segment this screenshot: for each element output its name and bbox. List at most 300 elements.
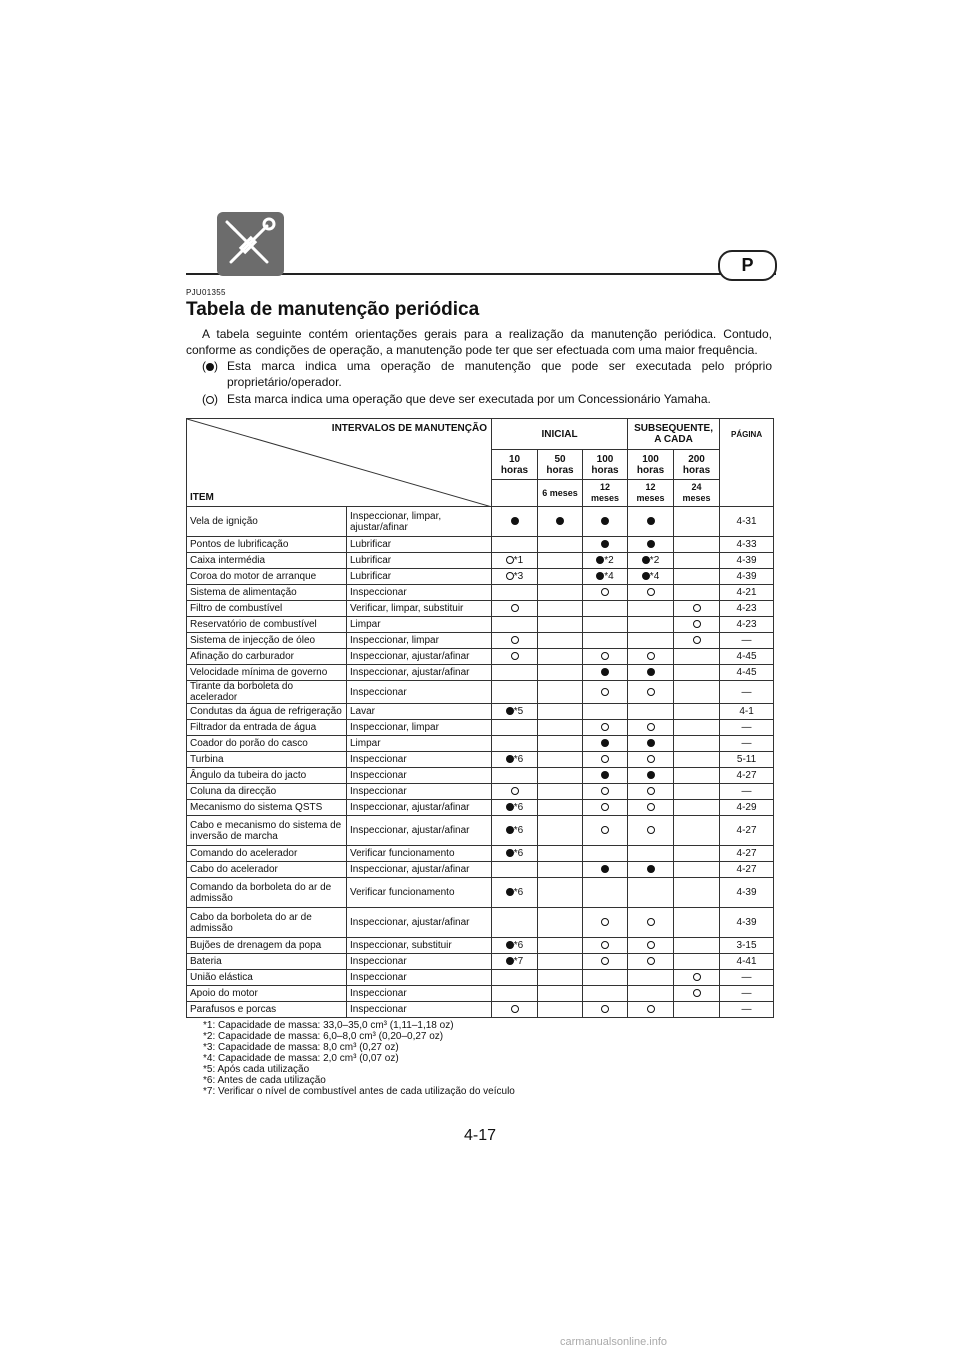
filled-dot-icon	[647, 517, 655, 525]
interval-cell	[583, 768, 628, 784]
open-circle-icon	[693, 989, 701, 997]
interval-cell	[492, 768, 538, 784]
interval-cell	[583, 986, 628, 1002]
item-cell: Reservatório de combustível	[187, 617, 347, 633]
filled-dot-icon	[506, 803, 514, 811]
item-cell: Comando da borboleta do ar de admissão	[187, 878, 347, 908]
h100b: 100 horas	[628, 450, 674, 480]
interval-cell	[538, 569, 583, 585]
interval-cell	[538, 816, 583, 846]
action-cell: Limpar	[347, 617, 492, 633]
interval-cell	[628, 1002, 674, 1018]
item-cell: Coador do porão do casco	[187, 736, 347, 752]
interval-cell	[674, 954, 720, 970]
filled-dot-icon	[556, 517, 564, 525]
interval-cell	[583, 938, 628, 954]
interval-cell	[538, 800, 583, 816]
interval-cell	[628, 986, 674, 1002]
interval-cell	[492, 681, 538, 704]
footnote-ref: *2	[604, 555, 614, 566]
footnote: *5: Após cada utilização	[203, 1064, 310, 1075]
h200: 200 horas	[674, 450, 720, 480]
interval-cell	[674, 846, 720, 862]
interval-cell	[583, 752, 628, 768]
interval-cell	[492, 649, 538, 665]
footnote: *6: Antes de cada utilização	[203, 1075, 326, 1086]
interval-cell	[628, 878, 674, 908]
page-cell: —	[720, 720, 774, 736]
action-cell: Inspeccionar	[347, 784, 492, 800]
interval-cell	[674, 601, 720, 617]
interval-cell	[538, 704, 583, 720]
page-cell: —	[720, 633, 774, 649]
filled-dot-icon	[506, 888, 514, 896]
open-circle-icon	[693, 973, 701, 981]
interval-cell	[538, 784, 583, 800]
watermark: carmanualsonline.info	[560, 1336, 668, 1348]
interval-cell	[492, 938, 538, 954]
page-cell: 4-27	[720, 862, 774, 878]
open-circle-icon	[601, 688, 609, 696]
legend-filled-text: Esta marca indica uma operação de manutenção que pode ser executada pelo próprio proprietário/operador.	[227, 359, 772, 389]
action-cell: Inspeccionar	[347, 585, 492, 601]
interval-cell	[492, 1002, 538, 1018]
action-cell: Inspeccionar, ajustar/afinar	[347, 649, 492, 665]
interval-cell	[674, 507, 720, 537]
interval-cell	[583, 537, 628, 553]
action-cell: Inspeccionar	[347, 1002, 492, 1018]
open-circle-icon	[601, 755, 609, 763]
action-cell: Lavar	[347, 704, 492, 720]
interval-cell	[538, 681, 583, 704]
interval-cell	[538, 507, 583, 537]
interval-cell	[538, 768, 583, 784]
interval-cell	[492, 816, 538, 846]
m-empty	[492, 480, 538, 507]
interval-cell	[674, 736, 720, 752]
page-cell: —	[720, 784, 774, 800]
interval-cell	[674, 752, 720, 768]
interval-cell	[492, 704, 538, 720]
table-row	[187, 665, 774, 681]
interval-cell	[538, 633, 583, 649]
interval-cell	[628, 752, 674, 768]
table-row	[187, 736, 774, 752]
footnote: *4: Capacidade de massa: 2,0 cm³ (0,07 oz)	[203, 1053, 399, 1064]
filled-dot-icon	[506, 849, 514, 857]
table-row	[187, 585, 774, 601]
interval-cell	[492, 970, 538, 986]
footnote-ref: *6	[513, 848, 524, 859]
open-circle-icon	[647, 652, 655, 660]
filled-dot-icon	[601, 517, 609, 525]
page-cell: 4-41	[720, 954, 774, 970]
table-row	[187, 970, 774, 986]
interval-cell	[628, 846, 674, 862]
filled-dot-icon	[647, 771, 655, 779]
interval-cell	[583, 784, 628, 800]
page-cell: 4-23	[720, 617, 774, 633]
interval-cell	[628, 970, 674, 986]
action-cell: Inspeccionar	[347, 970, 492, 986]
interval-cell	[583, 665, 628, 681]
table-row	[187, 553, 774, 569]
open-circle-icon	[647, 1005, 655, 1013]
page-cell: 4-45	[720, 665, 774, 681]
interval-cell	[583, 736, 628, 752]
interval-cell	[538, 537, 583, 553]
interval-cell	[492, 720, 538, 736]
interval-cell	[492, 665, 538, 681]
interval-cell	[492, 633, 538, 649]
action-cell: Verificar, limpar, substituir	[347, 601, 492, 617]
footnote: *2: Capacidade de massa: 6,0–8,0 cm³ (0,20–0,27 oz)	[203, 1031, 444, 1042]
page-cell: —	[720, 681, 774, 704]
table-row	[187, 633, 774, 649]
interval-cell	[628, 784, 674, 800]
interval-cell	[538, 601, 583, 617]
item-cell: Vela de ignição	[187, 507, 347, 537]
footnote-ref: *5	[513, 706, 524, 717]
interval-cell	[583, 569, 628, 585]
interval-cell	[492, 784, 538, 800]
intro-paragraph: A tabela seguinte contém orientações gerais para a realização da manutenção periódica. Contudo, conforme as condições de operação, a manutenção pode ter que ser efectuada com uma maior frequência.	[186, 327, 772, 357]
table-row	[187, 681, 774, 704]
table-row	[187, 601, 774, 617]
open-circle-icon	[511, 604, 519, 612]
interval-cell	[628, 938, 674, 954]
item-cell: Caixa intermédia	[187, 553, 347, 569]
item-cell: Ângulo da tubeira do jacto	[187, 768, 347, 784]
interval-cell	[538, 1002, 583, 1018]
open-circle-icon	[511, 636, 519, 644]
table-row	[187, 768, 774, 784]
subsequent-header: SUBSEQUENTE, A CADA	[628, 419, 720, 450]
action-cell: Verificar funcionamento	[347, 846, 492, 862]
interval-cell	[583, 507, 628, 537]
filled-dot-icon	[506, 826, 514, 834]
action-cell: Inspeccionar, limpar, ajustar/afinar	[347, 507, 492, 537]
item-cell: Filtro de combustível	[187, 601, 347, 617]
language-badge: P	[718, 250, 777, 281]
interval-cell	[628, 720, 674, 736]
interval-cell	[583, 954, 628, 970]
action-cell: Inspeccionar, ajustar/afinar	[347, 665, 492, 681]
interval-cell	[628, 816, 674, 846]
interval-cell	[628, 553, 674, 569]
page-cell: 3-15	[720, 938, 774, 954]
action-cell: Inspeccionar	[347, 768, 492, 784]
table-row	[187, 617, 774, 633]
interval-cell	[674, 986, 720, 1002]
legend-open: ( ) Esta marca indica uma operação que deve ser executada por um Concessionário Yamaha.	[202, 391, 772, 407]
interval-cell	[538, 878, 583, 908]
item-cell: Coluna da direcção	[187, 784, 347, 800]
item-cell: Condutas da água de refrigeração	[187, 704, 347, 720]
interval-cell	[492, 752, 538, 768]
initial-header: INICIAL	[492, 419, 628, 450]
table-row	[187, 986, 774, 1002]
footnote-ref: *6	[513, 802, 524, 813]
footnote-ref: *3	[513, 571, 524, 582]
interval-cell	[492, 601, 538, 617]
interval-cell	[628, 768, 674, 784]
open-circle-icon	[601, 787, 609, 795]
interval-cell	[583, 601, 628, 617]
m12a: 12 meses	[583, 480, 628, 507]
interval-cell	[538, 736, 583, 752]
legend-filled: ( ) Esta marca indica uma operação de manutenção que pode ser executada pelo próprio proprietário/operador.	[202, 359, 772, 389]
open-circle-icon	[647, 957, 655, 965]
interval-cell	[538, 553, 583, 569]
footnotes	[203, 1020, 515, 1097]
interval-cell	[628, 704, 674, 720]
item-cell: Pontos de lubrificação	[187, 537, 347, 553]
item-cell: Filtrador da entrada de água	[187, 720, 347, 736]
table-row	[187, 1002, 774, 1018]
interval-cell	[538, 908, 583, 938]
footnote-ref: *6	[513, 887, 524, 898]
open-circle-icon	[647, 787, 655, 795]
interval-cell	[674, 908, 720, 938]
item-cell: Velocidade mínima de governo	[187, 665, 347, 681]
interval-cell	[492, 507, 538, 537]
interval-cell	[538, 665, 583, 681]
interval-cell	[674, 768, 720, 784]
page-cell: —	[720, 1002, 774, 1018]
action-cell: Inspeccionar, substituir	[347, 938, 492, 954]
action-cell: Inspeccionar	[347, 954, 492, 970]
footnote-ref: *2	[649, 555, 660, 566]
item-label: ITEM	[190, 492, 214, 503]
action-cell: Inspeccionar, ajustar/afinar	[347, 816, 492, 846]
open-circle-icon	[647, 918, 655, 926]
interval-cell	[583, 704, 628, 720]
table-row	[187, 537, 774, 553]
open-circle-icon	[601, 941, 609, 949]
interval-cell	[492, 617, 538, 633]
page-cell: 4-45	[720, 649, 774, 665]
page-cell: 4-31	[720, 507, 774, 537]
open-circle-icon	[601, 588, 609, 596]
h50: 50 horas	[538, 450, 583, 480]
interval-cell	[492, 878, 538, 908]
table-row	[187, 569, 774, 585]
interval-cell	[628, 908, 674, 938]
filled-dot-icon	[506, 941, 514, 949]
interval-cell	[492, 553, 538, 569]
item-cell: União elástica	[187, 970, 347, 986]
interval-cell	[583, 585, 628, 601]
page-cell: 4-23	[720, 601, 774, 617]
interval-cell	[538, 846, 583, 862]
header-diagonal-cell	[187, 419, 492, 507]
interval-cell	[583, 862, 628, 878]
interval-cell	[674, 1002, 720, 1018]
page-cell: 4-27	[720, 816, 774, 846]
interval-cell	[628, 800, 674, 816]
page-cell: —	[720, 986, 774, 1002]
open-circle-icon	[647, 588, 655, 596]
interval-cell	[583, 617, 628, 633]
interval-cell	[583, 553, 628, 569]
interval-cell	[674, 681, 720, 704]
action-cell: Lubrificar	[347, 537, 492, 553]
table-row	[187, 878, 774, 908]
interval-cell	[628, 507, 674, 537]
filled-dot-icon	[601, 668, 609, 676]
interval-cell	[674, 553, 720, 569]
action-cell: Inspeccionar, limpar	[347, 720, 492, 736]
interval-cell	[674, 704, 720, 720]
action-cell: Inspeccionar	[347, 986, 492, 1002]
interval-cell	[674, 784, 720, 800]
action-cell: Limpar	[347, 736, 492, 752]
footnote-ref: *7	[513, 956, 524, 967]
open-circle-icon	[206, 396, 214, 404]
m12b: 12 meses	[628, 480, 674, 507]
interval-cell	[674, 665, 720, 681]
item-cell: Bujões de drenagem da popa	[187, 938, 347, 954]
open-circle-icon	[647, 803, 655, 811]
table-row	[187, 938, 774, 954]
interval-cell	[628, 569, 674, 585]
item-cell: Afinação do carburador	[187, 649, 347, 665]
filled-dot-icon	[506, 957, 514, 965]
interval-cell	[674, 569, 720, 585]
interval-cell	[583, 720, 628, 736]
filled-dot-icon	[642, 572, 650, 580]
interval-cell	[583, 970, 628, 986]
action-cell: Inspeccionar, ajustar/afinar	[347, 862, 492, 878]
page-cell: 4-21	[720, 585, 774, 601]
interval-cell	[628, 954, 674, 970]
page-cell: 4-39	[720, 553, 774, 569]
page-cell: 4-39	[720, 878, 774, 908]
table-row	[187, 846, 774, 862]
interval-cell	[674, 862, 720, 878]
interval-cell	[628, 862, 674, 878]
interval-cell	[583, 649, 628, 665]
filled-dot-icon	[601, 771, 609, 779]
open-circle-icon	[601, 723, 609, 731]
interval-cell	[492, 569, 538, 585]
interval-cell	[583, 908, 628, 938]
filled-dot-icon	[601, 540, 609, 548]
filled-dot-icon	[647, 540, 655, 548]
page-cell: 4-27	[720, 846, 774, 862]
open-circle-icon	[601, 652, 609, 660]
doc-code: PJU01355	[186, 288, 226, 297]
item-cell: Tirante da borboleta do acelerador	[187, 681, 347, 704]
action-cell: Inspeccionar, limpar	[347, 633, 492, 649]
interval-cell	[538, 720, 583, 736]
interval-cell	[583, 846, 628, 862]
page-cell: 4-29	[720, 800, 774, 816]
m24: 24 meses	[674, 480, 720, 507]
table-row	[187, 507, 774, 537]
interval-cell	[674, 816, 720, 846]
open-circle-icon	[647, 826, 655, 834]
interval-cell	[674, 537, 720, 553]
footnote-ref: *6	[513, 825, 524, 836]
filled-dot-icon	[601, 739, 609, 747]
table-row	[187, 862, 774, 878]
interval-cell	[674, 938, 720, 954]
table-row	[187, 784, 774, 800]
open-circle-icon	[601, 957, 609, 965]
open-circle-icon	[647, 688, 655, 696]
interval-cell	[583, 800, 628, 816]
interval-cell	[628, 537, 674, 553]
page-cell: 5-11	[720, 752, 774, 768]
action-cell: Inspeccionar, ajustar/afinar	[347, 908, 492, 938]
intervals-label: INTERVALOS DE MANUTENÇÃO	[331, 423, 487, 434]
footnote: *7: Verificar o nível de combustível antes de cada utilização do veículo	[203, 1086, 515, 1097]
open-circle-icon	[693, 636, 701, 644]
open-circle-icon	[693, 620, 701, 628]
table-row	[187, 720, 774, 736]
page-cell: 4-39	[720, 569, 774, 585]
page-cell: 4-1	[720, 704, 774, 720]
table-row	[187, 752, 774, 768]
filled-dot-icon	[506, 707, 514, 715]
interval-cell	[538, 986, 583, 1002]
item-cell: Cabo da borboleta do ar de admissão	[187, 908, 347, 938]
filled-dot-icon	[647, 739, 655, 747]
interval-cell	[674, 970, 720, 986]
filled-dot-icon	[647, 668, 655, 676]
table-row	[187, 649, 774, 665]
interval-cell	[628, 681, 674, 704]
item-cell: Bateria	[187, 954, 347, 970]
interval-cell	[674, 720, 720, 736]
item-cell: Parafusos e porcas	[187, 1002, 347, 1018]
table-row	[187, 816, 774, 846]
item-cell: Comando do acelerador	[187, 846, 347, 862]
action-cell: Inspeccionar	[347, 681, 492, 704]
footnote-ref: *1	[513, 555, 524, 566]
filled-dot-icon	[642, 556, 650, 564]
filled-dot-icon	[647, 865, 655, 873]
item-cell: Mecanismo do sistema QSTS	[187, 800, 347, 816]
table-row	[187, 908, 774, 938]
interval-cell	[492, 585, 538, 601]
interval-cell	[583, 816, 628, 846]
footnote-ref: *6	[513, 754, 524, 765]
tools-icon	[217, 212, 284, 276]
interval-cell	[538, 938, 583, 954]
open-circle-icon	[601, 826, 609, 834]
interval-cell	[538, 585, 583, 601]
interval-cell	[628, 633, 674, 649]
interval-cell	[674, 585, 720, 601]
open-circle-icon	[511, 652, 519, 660]
interval-cell	[492, 846, 538, 862]
footnote: *1: Capacidade de massa: 33,0–35,0 cm³ (1,11–1,18 oz)	[203, 1020, 454, 1031]
item-cell: Sistema de injecção de óleo	[187, 633, 347, 649]
interval-cell	[538, 954, 583, 970]
item-cell: Cabo e mecanismo do sistema de inversão de marcha	[187, 816, 347, 846]
open-circle-icon	[601, 1005, 609, 1013]
interval-cell	[538, 617, 583, 633]
action-cell: Inspeccionar	[347, 752, 492, 768]
footnote: *3: Capacidade de massa: 8,0 cm³ (0,27 oz)	[203, 1042, 399, 1053]
open-circle-icon	[511, 787, 519, 795]
h100a: 100 horas	[583, 450, 628, 480]
interval-cell	[674, 617, 720, 633]
interval-cell	[492, 537, 538, 553]
